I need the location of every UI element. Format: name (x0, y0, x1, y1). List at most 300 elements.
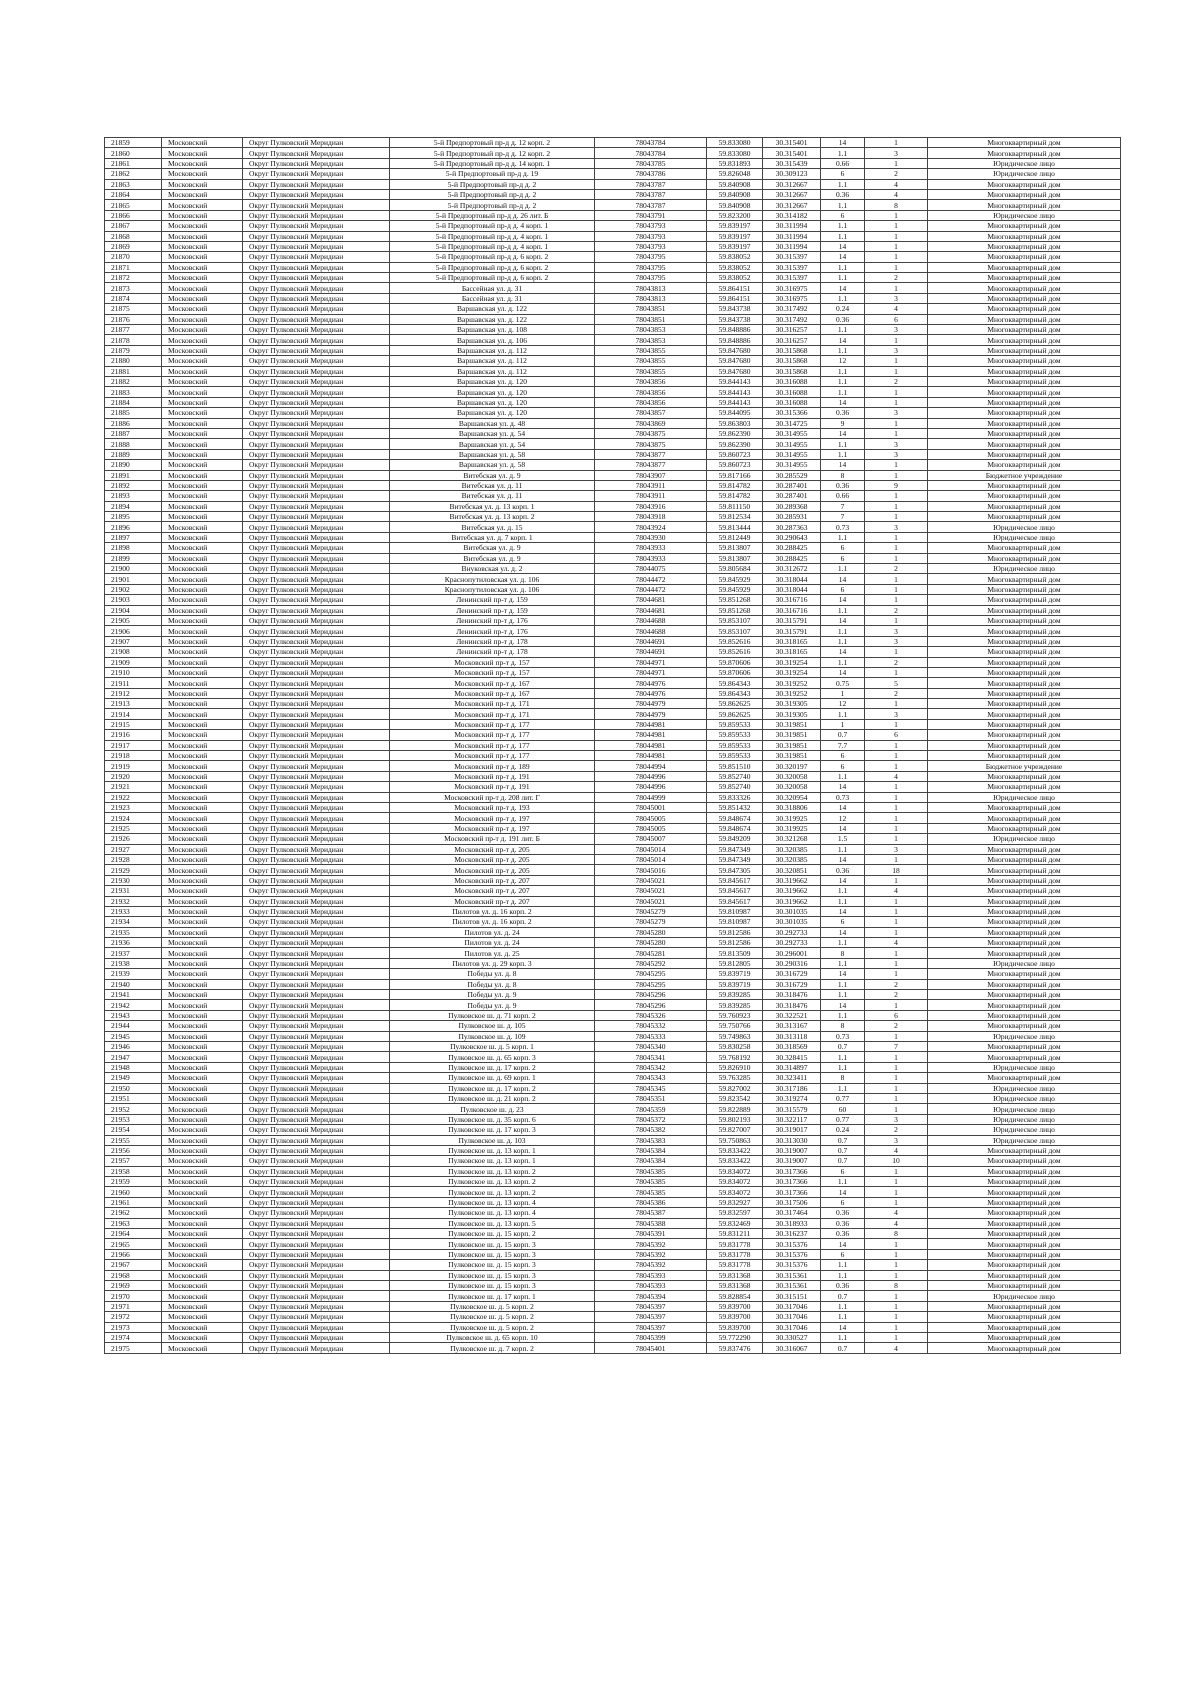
table-row (105, 657, 1121, 667)
table-row (105, 792, 1121, 802)
address-cell: Ленинский пр-т д. 176 (390, 615, 595, 625)
longitude-cell: 30.312667 (763, 179, 821, 189)
longitude-cell: 30.319007 (763, 1156, 821, 1166)
table-row (105, 969, 1121, 979)
longitude-cell: 30.319851 (763, 730, 821, 740)
count-cell: 1 (865, 1104, 928, 1114)
address-cell: Московский пр-т д. 177 (390, 751, 595, 761)
building-code-cell: 78044981 (595, 751, 707, 761)
table-row (105, 605, 1121, 615)
latitude-cell: 59.810987 (707, 917, 763, 927)
district-cell: Московский (162, 657, 243, 667)
municipality-cell: Округ Пулковский Меридиан (243, 1156, 390, 1166)
record-id: 21890 (105, 460, 162, 470)
table-row (105, 397, 1121, 407)
longitude-cell: 30.317366 (763, 1166, 821, 1176)
district-cell: Московский (162, 1104, 243, 1114)
object-type-cell: Многоквартирный дом (928, 615, 1121, 625)
longitude-cell: 30.315401 (763, 138, 821, 148)
building-code-cell: 78045388 (595, 1218, 707, 1228)
municipality-cell: Округ Пулковский Меридиан (243, 1312, 390, 1322)
table-row (105, 1322, 1121, 1332)
district-cell: Московский (162, 564, 243, 574)
record-id: 21961 (105, 1197, 162, 1207)
table-row (105, 522, 1121, 532)
count-cell: 18 (865, 865, 928, 875)
object-type-cell: Многоквартирный дом (928, 366, 1121, 376)
municipality-cell: Округ Пулковский Меридиан (243, 1031, 390, 1041)
building-code-cell: 78045372 (595, 1114, 707, 1124)
volume-cell: 6 (821, 553, 865, 563)
building-code-cell: 78043793 (595, 241, 707, 251)
record-id: 21866 (105, 210, 162, 220)
latitude-cell: 59.851268 (707, 605, 763, 615)
latitude-cell: 59.864151 (707, 293, 763, 303)
table-row (105, 179, 1121, 189)
latitude-cell: 59.864151 (707, 283, 763, 293)
table-row (105, 917, 1121, 927)
address-cell: 5-й Предпортовый пр-д д. 2 (390, 200, 595, 210)
volume-cell: 1 (821, 719, 865, 729)
count-cell: 1 (865, 761, 928, 771)
record-id: 21886 (105, 418, 162, 428)
address-cell: Пулковское ш. д. 5 корп. 2 (390, 1322, 595, 1332)
volume-cell: 9 (821, 418, 865, 428)
record-id: 21946 (105, 1041, 162, 1051)
count-cell: 4 (865, 1208, 928, 1218)
address-cell: Московский пр-т д. 177 (390, 719, 595, 729)
volume-cell: 8 (821, 948, 865, 958)
object-type-cell: Многоквартирный дом (928, 647, 1121, 657)
district-cell: Московский (162, 626, 243, 636)
district-cell: Московский (162, 439, 243, 449)
table-row (105, 325, 1121, 335)
longitude-cell: 30.315366 (763, 408, 821, 418)
latitude-cell: 59.827007 (707, 1125, 763, 1135)
longitude-cell: 30.319252 (763, 688, 821, 698)
volume-cell: 1.1 (821, 1052, 865, 1062)
municipality-cell: Округ Пулковский Меридиан (243, 927, 390, 937)
municipality-cell: Округ Пулковский Меридиан (243, 1010, 390, 1020)
count-cell: 2 (865, 657, 928, 667)
count-cell: 1 (865, 460, 928, 470)
table-row (105, 543, 1121, 553)
building-code-cell: 78045014 (595, 844, 707, 854)
count-cell: 8 (865, 1280, 928, 1290)
volume-cell: 6 (821, 917, 865, 927)
municipality-cell: Округ Пулковский Меридиан (243, 1093, 390, 1103)
municipality-cell: Округ Пулковский Меридиан (243, 979, 390, 989)
longitude-cell: 30.319662 (763, 886, 821, 896)
object-type-cell: Многоквартирный дом (928, 397, 1121, 407)
object-type-cell: Многоквартирный дом (928, 231, 1121, 241)
district-cell: Московский (162, 761, 243, 771)
record-id: 21968 (105, 1270, 162, 1280)
district-cell: Московский (162, 751, 243, 761)
volume-cell: 1.1 (821, 979, 865, 989)
volume-cell: 1.1 (821, 532, 865, 542)
volume-cell: 1 (821, 688, 865, 698)
address-cell: Витебская ул. д. 9 (390, 470, 595, 480)
volume-cell: 6 (821, 751, 865, 761)
table-row (105, 262, 1121, 272)
building-code-cell: 78045385 (595, 1177, 707, 1187)
object-type-cell: Многоквартирный дом (928, 189, 1121, 199)
table-row (105, 626, 1121, 636)
address-cell: Пулковское ш. д. 13 корп. 4 (390, 1197, 595, 1207)
longitude-cell: 30.316716 (763, 595, 821, 605)
latitude-cell: 59.848886 (707, 335, 763, 345)
address-cell: Московский пр-т д. 157 (390, 657, 595, 667)
longitude-cell: 30.317366 (763, 1177, 821, 1187)
record-id: 21896 (105, 522, 162, 532)
municipality-cell: Округ Пулковский Меридиан (243, 428, 390, 438)
latitude-cell: 59.864343 (707, 678, 763, 688)
municipality-cell: Округ Пулковский Меридиан (243, 1125, 390, 1135)
table-row (105, 1021, 1121, 1031)
record-id: 21920 (105, 771, 162, 781)
record-id: 21925 (105, 823, 162, 833)
longitude-cell: 30.315439 (763, 158, 821, 168)
longitude-cell: 30.311994 (763, 241, 821, 251)
volume-cell: 1.1 (821, 1312, 865, 1322)
longitude-cell: 30.313030 (763, 1135, 821, 1145)
building-code-cell: 78043911 (595, 480, 707, 490)
object-type-cell: Юридическое лицо (928, 1114, 1121, 1124)
latitude-cell: 59.845617 (707, 875, 763, 885)
address-cell: Победы ул. д. 9 (390, 1000, 595, 1010)
longitude-cell: 30.318044 (763, 584, 821, 594)
municipality-cell: Округ Пулковский Меридиан (243, 1239, 390, 1249)
volume-cell: 1.1 (821, 636, 865, 646)
building-code-cell: 78044691 (595, 636, 707, 646)
building-code-cell: 78045016 (595, 865, 707, 875)
record-id: 21863 (105, 179, 162, 189)
volume-cell: 14 (821, 335, 865, 345)
address-cell: Пулковское ш. д. 65 корп. 10 (390, 1332, 595, 1342)
building-code-cell: 78045326 (595, 1010, 707, 1020)
table-row (105, 958, 1121, 968)
municipality-cell: Округ Пулковский Меридиан (243, 886, 390, 896)
building-code-cell: 78045343 (595, 1073, 707, 1083)
object-type-cell: Многоквартирный дом (928, 730, 1121, 740)
municipality-cell: Округ Пулковский Меридиан (243, 1197, 390, 1207)
latitude-cell: 59.839197 (707, 221, 763, 231)
address-cell: Пулковское ш. д. 15 корп. 3 (390, 1249, 595, 1259)
municipality-cell: Округ Пулковский Меридиан (243, 813, 390, 823)
object-type-cell: Многоквартирный дом (928, 1229, 1121, 1239)
address-cell: Пилотов ул. д. 25 (390, 948, 595, 958)
municipality-cell: Округ Пулковский Меридиан (243, 522, 390, 532)
municipality-cell: Округ Пулковский Меридиан (243, 1270, 390, 1280)
object-type-cell: Многоквартирный дом (928, 1010, 1121, 1020)
record-id: 21893 (105, 491, 162, 501)
object-type-cell: Многоквартирный дом (928, 512, 1121, 522)
longitude-cell: 30.320851 (763, 865, 821, 875)
address-cell: Варшавская ул. д. 120 (390, 387, 595, 397)
municipality-cell: Округ Пулковский Меридиан (243, 325, 390, 335)
latitude-cell: 59.802193 (707, 1114, 763, 1124)
record-id: 21869 (105, 241, 162, 251)
building-code-cell: 78044472 (595, 584, 707, 594)
volume-cell: 0.73 (821, 792, 865, 802)
longitude-cell: 30.318476 (763, 990, 821, 1000)
district-cell: Московский (162, 1073, 243, 1083)
building-code-cell: 78045382 (595, 1125, 707, 1135)
district-cell: Московский (162, 719, 243, 729)
table-row (105, 189, 1121, 199)
object-type-cell: Многоквартирный дом (928, 1249, 1121, 1259)
object-type-cell: Многоквартирный дом (928, 325, 1121, 335)
table-row (105, 1062, 1121, 1072)
object-type-cell: Многоквартирный дом (928, 1208, 1121, 1218)
count-cell: 2 (865, 605, 928, 615)
record-id: 21906 (105, 626, 162, 636)
address-cell: 5-й Предпортовый пр-д д. 19 (390, 169, 595, 179)
longitude-cell: 30.285931 (763, 512, 821, 522)
record-id: 21949 (105, 1073, 162, 1083)
longitude-cell: 30.314955 (763, 449, 821, 459)
latitude-cell: 59.859533 (707, 730, 763, 740)
record-id: 21880 (105, 356, 162, 366)
municipality-cell: Округ Пулковский Меридиан (243, 719, 390, 729)
municipality-cell: Округ Пулковский Меридиан (243, 574, 390, 584)
latitude-cell: 59.849209 (707, 834, 763, 844)
count-cell: 1 (865, 418, 928, 428)
object-type-cell: Многоквартирный дом (928, 875, 1121, 885)
municipality-cell: Округ Пулковский Меридиан (243, 1021, 390, 1031)
district-cell: Московский (162, 979, 243, 989)
count-cell: 4 (865, 1218, 928, 1228)
longitude-cell: 30.319851 (763, 719, 821, 729)
district-cell: Московский (162, 1062, 243, 1072)
count-cell: 8 (865, 200, 928, 210)
count-cell: 1 (865, 574, 928, 584)
table-row (105, 1083, 1121, 1093)
table-row (105, 1312, 1121, 1322)
district-cell: Московский (162, 1125, 243, 1135)
object-type-cell: Юридическое лицо (928, 532, 1121, 542)
district-cell: Московский (162, 990, 243, 1000)
municipality-cell: Округ Пулковский Меридиан (243, 699, 390, 709)
record-id: 21937 (105, 948, 162, 958)
municipality-cell: Округ Пулковский Меридиан (243, 397, 390, 407)
district-cell: Московский (162, 1052, 243, 1062)
latitude-cell: 59.813807 (707, 543, 763, 553)
municipality-cell: Округ Пулковский Меридиан (243, 1000, 390, 1010)
count-cell: 1 (865, 1291, 928, 1301)
record-id: 21944 (105, 1021, 162, 1031)
volume-cell: 14 (821, 283, 865, 293)
latitude-cell: 59.847349 (707, 844, 763, 854)
district-cell: Московский (162, 1218, 243, 1228)
municipality-cell: Округ Пулковский Меридиан (243, 449, 390, 459)
municipality-cell: Округ Пулковский Меридиан (243, 1208, 390, 1218)
table-row (105, 751, 1121, 761)
municipality-cell: Округ Пулковский Меридиан (243, 480, 390, 490)
address-cell: Пулковское ш. д. 13 корп. 2 (390, 1177, 595, 1187)
count-cell: 1 (865, 854, 928, 864)
object-type-cell: Многоквартирный дом (928, 636, 1121, 646)
district-cell: Московский (162, 667, 243, 677)
address-cell: 5-й Предпортовый пр-д д. 2 (390, 189, 595, 199)
object-type-cell: Юридическое лицо (928, 564, 1121, 574)
record-id: 21930 (105, 875, 162, 885)
municipality-cell: Округ Пулковский Меридиан (243, 948, 390, 958)
count-cell: 3 (865, 325, 928, 335)
municipality-cell: Округ Пулковский Меридиан (243, 1062, 390, 1072)
municipality-cell: Округ Пулковский Меридиан (243, 782, 390, 792)
record-id: 21931 (105, 886, 162, 896)
latitude-cell: 59.834072 (707, 1166, 763, 1176)
latitude-cell: 59.810987 (707, 906, 763, 916)
address-cell: Пулковское ш. д. 69 корп. 1 (390, 1073, 595, 1083)
longitude-cell: 30.315791 (763, 626, 821, 636)
district-cell: Московский (162, 1145, 243, 1155)
volume-cell: 1.1 (821, 1260, 865, 1270)
table-row (105, 823, 1121, 833)
district-cell: Московский (162, 138, 243, 148)
count-cell: 1 (865, 740, 928, 750)
table-row (105, 1197, 1121, 1207)
longitude-cell: 30.311994 (763, 231, 821, 241)
longitude-cell: 30.319305 (763, 709, 821, 719)
address-cell: Пулковское ш. д. 7 корп. 2 (390, 1343, 595, 1353)
volume-cell: 1.1 (821, 958, 865, 968)
longitude-cell: 30.317464 (763, 1208, 821, 1218)
longitude-cell: 30.319274 (763, 1093, 821, 1103)
count-cell: 1 (865, 803, 928, 813)
latitude-cell: 59.852616 (707, 636, 763, 646)
address-cell: Московский пр-т д. 191 (390, 771, 595, 781)
object-type-cell: Многоквартирный дом (928, 678, 1121, 688)
building-code-cell: 78045340 (595, 1041, 707, 1051)
object-type-cell: Многоквартирный дом (928, 854, 1121, 864)
longitude-cell: 30.319851 (763, 751, 821, 761)
address-cell: Варшавская ул. д. 120 (390, 397, 595, 407)
address-cell: Пулковское ш. д. 15 корп. 3 (390, 1260, 595, 1270)
address-cell: Витебская ул. д. 13 корп. 1 (390, 501, 595, 511)
district-cell: Московский (162, 958, 243, 968)
table-row (105, 1093, 1121, 1103)
latitude-cell: 59.847680 (707, 366, 763, 376)
longitude-cell: 30.318044 (763, 574, 821, 584)
latitude-cell: 59.845617 (707, 886, 763, 896)
object-type-cell: Многоквартирный дом (928, 293, 1121, 303)
municipality-cell: Округ Пулковский Меридиан (243, 990, 390, 1000)
volume-cell: 14 (821, 595, 865, 605)
count-cell: 2 (865, 376, 928, 386)
record-id: 21943 (105, 1010, 162, 1020)
record-id: 21891 (105, 470, 162, 480)
count-cell: 1 (865, 221, 928, 231)
district-cell: Московский (162, 408, 243, 418)
latitude-cell: 59.848886 (707, 325, 763, 335)
building-code-cell: 78043877 (595, 460, 707, 470)
district-cell: Московский (162, 1280, 243, 1290)
count-cell: 1 (865, 927, 928, 937)
district-cell: Московский (162, 771, 243, 781)
district-cell: Московский (162, 532, 243, 542)
building-code-cell: 78045401 (595, 1343, 707, 1353)
municipality-cell: Округ Пулковский Меридиан (243, 1249, 390, 1259)
address-cell: Московский пр-т д. 197 (390, 823, 595, 833)
count-cell: 1 (865, 428, 928, 438)
longitude-cell: 30.319662 (763, 875, 821, 885)
address-cell: Московский пр-т д. 205 (390, 844, 595, 854)
count-cell: 1 (865, 1052, 928, 1062)
record-id: 21939 (105, 969, 162, 979)
building-code-cell: 78045387 (595, 1208, 707, 1218)
count-cell: 1 (865, 595, 928, 605)
table-row (105, 553, 1121, 563)
building-code-cell: 78043930 (595, 532, 707, 542)
longitude-cell: 30.314725 (763, 418, 821, 428)
count-cell: 6 (865, 730, 928, 740)
count-cell: 1 (865, 1083, 928, 1093)
longitude-cell: 30.330527 (763, 1332, 821, 1342)
volume-cell: 0.77 (821, 1093, 865, 1103)
count-cell: 1 (865, 1239, 928, 1249)
address-cell: Московский пр-т д. 193 (390, 803, 595, 813)
municipality-cell: Округ Пулковский Меридиан (243, 460, 390, 470)
address-cell: Победы ул. д. 9 (390, 990, 595, 1000)
object-type-cell: Многоквартирный дом (928, 1156, 1121, 1166)
district-cell: Московский (162, 792, 243, 802)
building-code-cell: 78043875 (595, 439, 707, 449)
record-id: 21864 (105, 189, 162, 199)
latitude-cell: 59.862625 (707, 699, 763, 709)
latitude-cell: 59.843738 (707, 314, 763, 324)
table-row (105, 647, 1121, 657)
building-code-cell: 78045342 (595, 1062, 707, 1072)
district-cell: Московский (162, 844, 243, 854)
object-type-cell: Юридическое лицо (928, 1093, 1121, 1103)
record-id: 21941 (105, 990, 162, 1000)
object-type-cell: Многоквартирный дом (928, 990, 1121, 1000)
district-cell: Московский (162, 948, 243, 958)
longitude-cell: 30.319252 (763, 678, 821, 688)
volume-cell: 1.1 (821, 709, 865, 719)
count-cell: 1 (865, 470, 928, 480)
object-type-cell: Многоквартирный дом (928, 740, 1121, 750)
table-row (105, 948, 1121, 958)
volume-cell: 1.1 (821, 1010, 865, 1020)
address-cell: Ленинский пр-т д. 178 (390, 636, 595, 646)
count-cell: 1 (865, 958, 928, 968)
district-cell: Московский (162, 969, 243, 979)
record-id: 21871 (105, 262, 162, 272)
volume-cell: 12 (821, 813, 865, 823)
record-id: 21895 (105, 512, 162, 522)
object-type-cell: Юридическое лицо (928, 834, 1121, 844)
latitude-cell: 59.831893 (707, 158, 763, 168)
address-cell: Московский пр-т д. 205 (390, 865, 595, 875)
district-cell: Московский (162, 543, 243, 553)
volume-cell: 8 (821, 470, 865, 480)
table-row (105, 273, 1121, 283)
longitude-cell: 30.292733 (763, 938, 821, 948)
building-code-cell: 78045333 (595, 1031, 707, 1041)
municipality-cell: Округ Пулковский Меридиан (243, 1291, 390, 1301)
count-cell: 9 (865, 480, 928, 490)
volume-cell: 1.1 (821, 262, 865, 272)
count-cell: 1 (865, 1332, 928, 1342)
district-cell: Московский (162, 179, 243, 189)
latitude-cell: 59.839197 (707, 241, 763, 251)
district-cell: Московский (162, 647, 243, 657)
address-cell: Пулковское ш. д. 13 корп. 4 (390, 1208, 595, 1218)
